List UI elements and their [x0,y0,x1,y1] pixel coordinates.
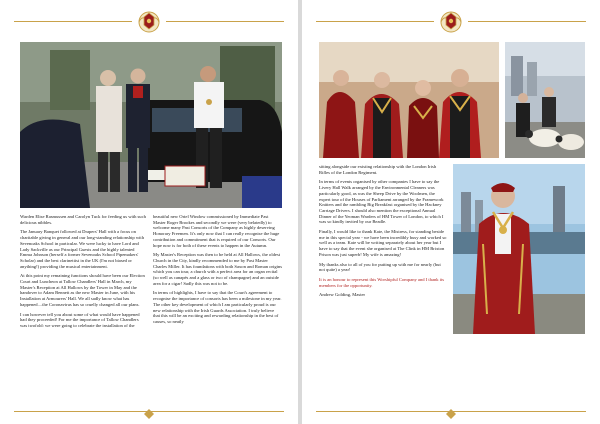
header-rule-right [468,21,586,22]
paragraph: beautiful new Oriel Window commissioned by Immediate Past Master Roger Brookes and secondly we were (very belatedly) to welcome many Past Consorts of the Company as highly deserving Honorary Freemen. It's only now that I can really recognise the huge contribution and commitment that is required of our Consorts. Our hope now is for both of these events to happen in the Autumn. [153,214,280,248]
paragraph: sitting alongside our existing relationship with the London Irish Rifles of the London Regiment. [319,164,437,175]
paragraph: In terms of highlights, I have to say that the Court's agreement to recognise the importance of consorts has been a milestone in my year. The other key development of which I am particularly proud is our new relationship with the Irish Guards Association. I truly believe that this will be an exciting and rewarding relationship in the best of causes, so neatly [153,290,282,324]
paragraph: The January Banquet followed at Drapers' Hall with a focus on charitable giving in general and our long-standing relationship with Sevenoaks School in particular. We were lucky to have Lord and Lady Sackville as our Principal Guests and the highly talented Emma Johnson (herself a former Sevenoaks School Pipemakers' Scholar) and the best clarinettist in the UK (I'm not biased or anything!) providing the musical entertainment. [20,229,144,269]
header-rule-left [316,21,434,22]
page-header [302,8,600,34]
paragraph: Warden Elise Rasmussen and Carolyn Tuck for feeding us with such delicious nibbles. [20,214,146,225]
photo-group-by-car [20,42,282,208]
page-header [0,8,298,34]
right-page [302,0,600,424]
paragraph: In terms of events organised by other companies I have to say the Livery Hall Walk arranged by the Environmental Cleaners was particularly good, as was the Sheep Drive by the Woolmen, the expert tour of the Houses of Parliament arranged by the Framework Knitters and the rambling Big Breakfast organised by the Hackney Carriage Drivers. I should also mention the exceptional Annual Dinner of the Yeoman Warders of HM Tower of London, to which I was so kindly invited by our Beadle. [319,179,444,225]
photo-sheep-drive [505,42,585,158]
closing-statement: It is an honour to represent this Worshipful Company and I thank its members for the opportunity. [319,276,445,288]
right-text-column [319,164,447,302]
left-text-column-1 [20,214,146,333]
paragraph: I can however tell you about some of what would have happened had they proceeded! For me the importance of Tallow Chandlers was twofold: we were going to celebrate the installation of the [20,311,140,328]
paragraph: My thanks also to all of you for putting up with me for nearly (but not quite) a year! [319,261,441,273]
crest-icon [438,8,464,34]
header-rule-left [14,21,132,22]
footer-ornament-icon [446,406,456,416]
crest-icon [136,8,162,34]
header-rule-right [166,21,284,22]
page-footer [316,406,586,416]
signature: Andrew Golding, Master [319,292,366,298]
photo-liverymen-in-gowns [319,42,499,158]
paragraph: Finally, I would like to thank Kate, the Mistress, for standing beside me in this special year - we have been incredibly busy and worked so well as a team. Kate will be writing separately about her year but I have to say that the event she organised at The Clink in HM Brixton Prison was just superb! My wife is amazing! [319,229,447,257]
left-text-column-2 [153,214,282,329]
paragraph: At this point my remaining functions should have been our Election Court and Luncheon at Tallow Chandlers' Hall in March, my Master's Reception at All Hallows by the Tower in May and the handover to Adam Bennett as the new Master in June, with his Installation at Armourers' Hall. We all sadly know what has happened....the Coronavirus has so cruelly changed all our plans. [20,273,145,307]
photo-master-by-river [453,164,585,334]
left-page [0,0,298,424]
page-footer [14,406,284,416]
paragraph: My Master's Reception was then to be held at All Hallows, the oldest Church in the City, kindly recommended to me by Past Master Charles Miller. It has foundations with both Saxon and Roman origins which you can tour, a church with a perfect area for an organ recital (so well as canapés and a glass or two of champagne) and an outside area for a cigar! Sadly this was not to be. [153,252,282,286]
footer-ornament-icon [144,406,154,416]
